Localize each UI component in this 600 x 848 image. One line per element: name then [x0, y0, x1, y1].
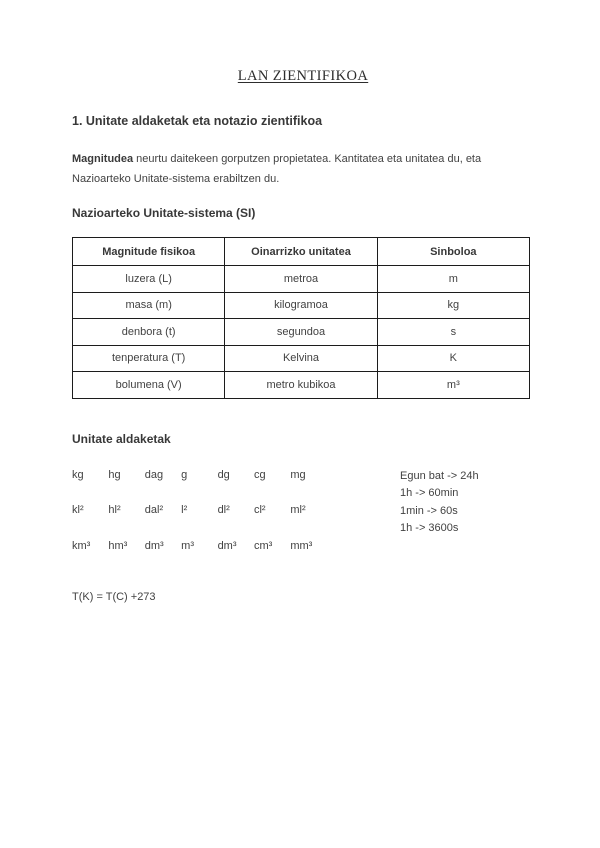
- page-title: [72, 68, 534, 85]
- table-header-cell: Magnitude fisikoa: [73, 238, 225, 266]
- si-units-table: [72, 237, 530, 399]
- table-row: [73, 372, 530, 399]
- document-content: [0, 68, 600, 603]
- unit-cell: m³: [181, 539, 194, 552]
- unit-cell: l²: [181, 504, 188, 516]
- units-heading: Unitate aldaketak: [72, 431, 171, 446]
- unit-cell: cl²: [253, 504, 266, 516]
- table-cell: segundoa: [225, 319, 377, 346]
- table-cell: m³: [377, 372, 529, 399]
- table-cell: masa (m): [73, 292, 225, 319]
- unit-cell: dl²: [217, 504, 230, 516]
- unit-cell: hg: [108, 468, 121, 481]
- unit-cell: cg: [253, 468, 266, 481]
- unit-cell: kg: [72, 468, 84, 481]
- unit-cell: hl²: [108, 504, 121, 516]
- unit-cell: kl²: [72, 504, 84, 516]
- fact-line: Egun bat -> 24h: [400, 469, 479, 482]
- unit-cell: ml²: [290, 504, 306, 516]
- table-row: [73, 266, 530, 293]
- unit-cell: mm³: [290, 539, 313, 552]
- table-header-cell: Sinboloa: [377, 238, 529, 266]
- table-row: [73, 319, 530, 346]
- table-cell: metro kubikoa: [225, 372, 377, 399]
- section-1-heading: 1. Unitate aldaketak eta notazio zientifikoa: [72, 114, 323, 128]
- table-header-cell: Oinarrizko unitatea: [225, 238, 377, 266]
- table-cell: kg: [377, 292, 529, 319]
- unit-cell: hm³: [108, 539, 128, 552]
- fact-line: 1h -> 60min: [400, 487, 459, 500]
- unit-cell: mg: [290, 468, 306, 481]
- paragraph-line2: Nazioarteko Unitate-sistema erabiltzen du.: [72, 173, 280, 185]
- table-cell: Kelvina: [225, 345, 377, 372]
- si-heading: Nazioarteko Unitate-sistema (SI): [72, 206, 256, 220]
- paragraph-line1-rest: neurtu daitekeen gorputzen propietatea. Kantitatea eta unitatea du, eta: [133, 153, 482, 165]
- unit-prefix-grid: [72, 468, 327, 553]
- unit-cell: g: [181, 468, 188, 481]
- table-cell: s: [377, 319, 529, 346]
- unit-cell: dm³: [217, 539, 237, 552]
- table-cell: denbora (t): [73, 319, 225, 346]
- fact-line: 1min -> 60s: [400, 504, 458, 517]
- unit-cell: dal²: [144, 504, 164, 516]
- table-cell: luzera (L): [73, 266, 225, 293]
- unit-cell: dag: [144, 468, 164, 481]
- table-cell: bolumena (V): [73, 372, 225, 399]
- table-cell: tenperatura (T): [73, 345, 225, 372]
- paragraph-bold-lead: Magnitudea: [72, 153, 134, 165]
- table-cell: m: [377, 266, 529, 293]
- unit-cell: cm³: [253, 539, 273, 552]
- unit-cell: dm³: [144, 539, 164, 552]
- temperature-formula: T(K) = T(C) +273: [72, 590, 156, 603]
- table-cell: K: [377, 345, 529, 372]
- unit-cell: km³: [72, 539, 91, 552]
- intro-paragraph: [72, 149, 562, 189]
- table-header-row: [73, 238, 530, 266]
- table-row: [73, 292, 530, 319]
- units-block: [72, 468, 534, 553]
- table-row: [73, 345, 530, 372]
- page-title-text: LAN ZIENTIFIKOA: [237, 68, 369, 84]
- unit-cell: dg: [217, 468, 230, 481]
- time-conversion-facts: [400, 468, 534, 538]
- fact-line: 1h -> 3600s: [400, 522, 459, 535]
- table-cell: kilogramoa: [225, 292, 377, 319]
- table-cell: metroa: [225, 266, 377, 293]
